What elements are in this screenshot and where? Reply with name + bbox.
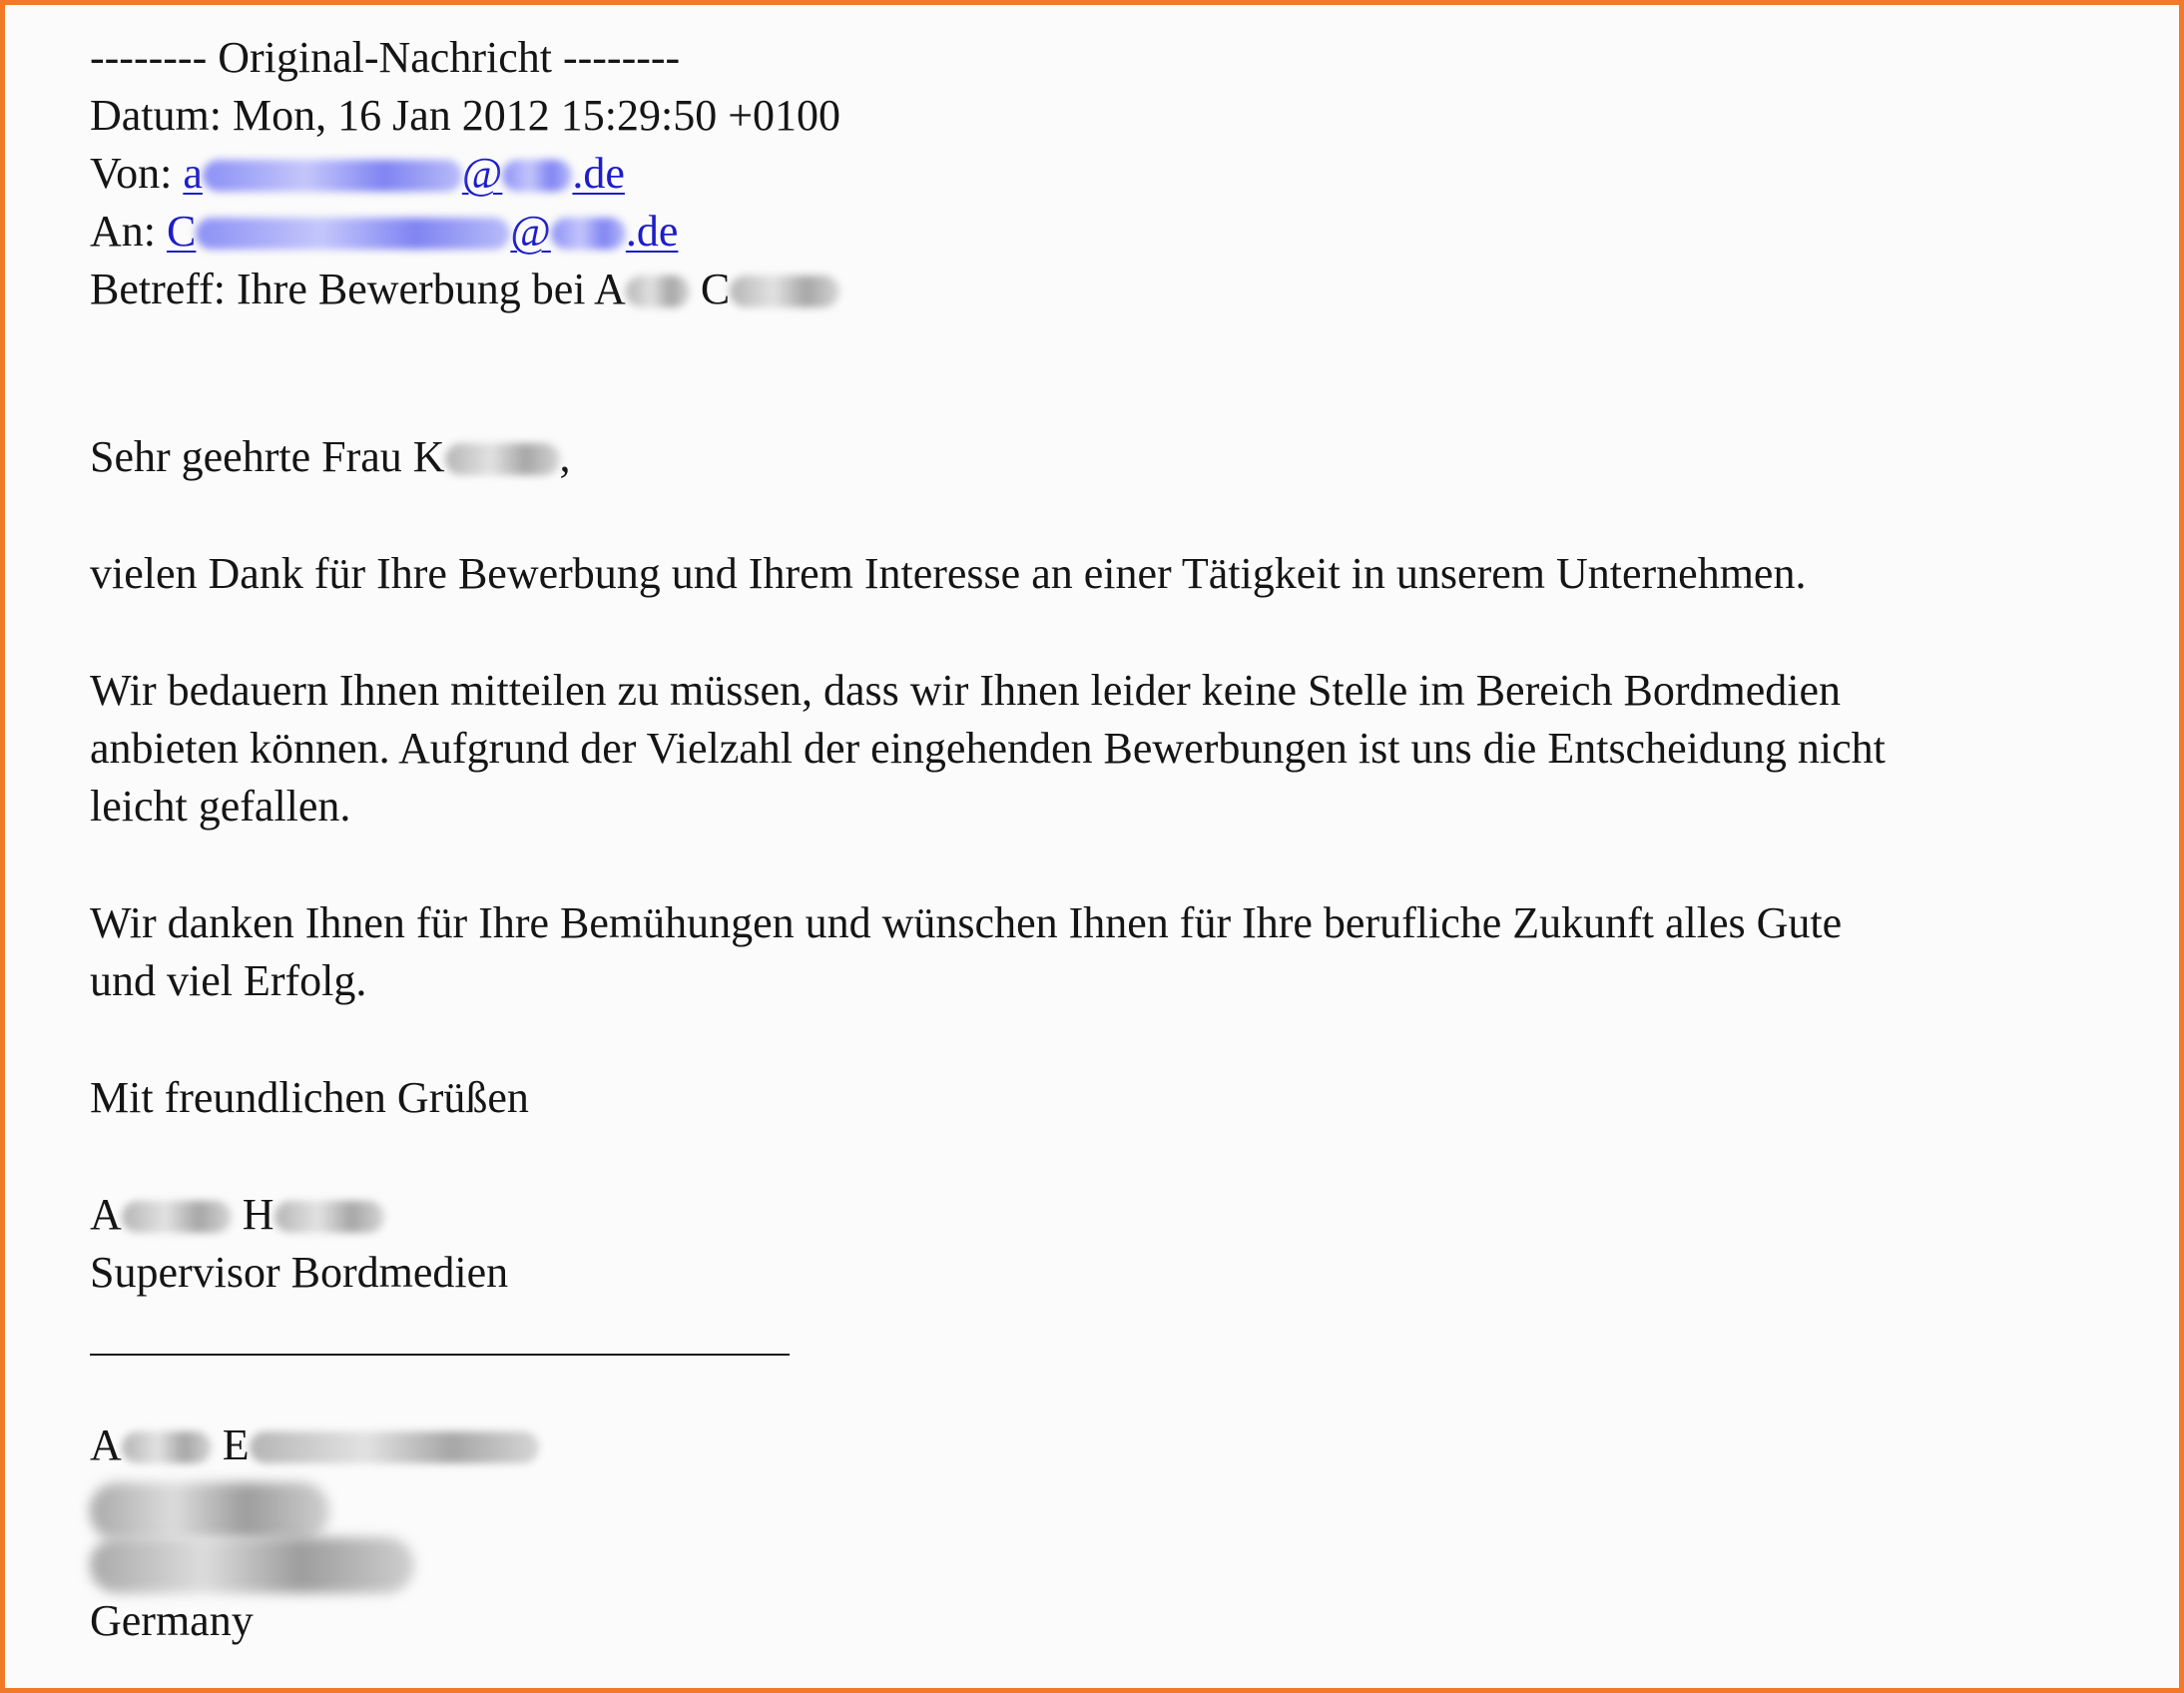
address-street-redaction — [90, 1482, 329, 1540]
country-text: Germany — [90, 1596, 254, 1645]
country — [90, 1592, 254, 1650]
date-value: Mon, 16 Jan 2012 15:29:50 +0100 — [232, 91, 841, 140]
paragraph-thanks — [90, 545, 1806, 603]
company-redaction-1 — [122, 1431, 212, 1463]
company-name — [90, 1416, 539, 1474]
paragraph-regret-line-1-text: Wir bedauern Ihnen mitteilen zu müssen, dass wir Ihnen leider keine Stelle im Bereich Bordmedien — [90, 666, 1842, 715]
company-initial: A — [90, 1420, 122, 1469]
closing-text: Mit freundlichen Grüßen — [90, 1073, 529, 1122]
to-email-start: C — [167, 207, 197, 256]
salutation-comma: , — [559, 432, 571, 481]
separator-text: -------- Original-Nachricht -------- — [90, 33, 681, 82]
subject-redaction-2 — [730, 276, 839, 307]
closing — [90, 1069, 529, 1127]
paragraph-regret-line-1 — [90, 662, 1841, 720]
signature-title-text: Supervisor Bordmedien — [90, 1248, 509, 1297]
from-label: Von: — [90, 149, 173, 198]
from-email-link[interactable] — [183, 149, 625, 198]
paragraph-regret-line-2 — [90, 720, 1886, 778]
from-domain-redaction — [502, 160, 572, 192]
to-line — [90, 203, 678, 261]
signature-first-redaction — [122, 1201, 232, 1233]
paragraph-regret-line-2-text: anbieten können. Aufgrund der Vielzahl der eingehenden Bewerbungen ist uns die Entscheidung nicht — [90, 724, 1886, 773]
salutation — [90, 428, 571, 486]
paragraph-wishes-line-1-text: Wir danken Ihnen für Ihre Bemühungen und wünschen Ihnen für Ihre berufliche Zukunft alles Gute — [90, 898, 1843, 947]
to-email-link[interactable] — [167, 207, 678, 256]
from-email-redaction — [203, 160, 462, 192]
date-line — [90, 87, 840, 145]
address-city-redaction — [90, 1537, 414, 1593]
to-email-at: @ — [510, 207, 551, 256]
salutation-redaction — [445, 443, 560, 475]
from-email-end: .de — [572, 149, 625, 198]
signature-divider — [90, 1354, 790, 1356]
signature-last-redaction — [274, 1201, 384, 1233]
to-domain-redaction — [551, 218, 626, 250]
subject-label: Betreff: — [90, 265, 227, 313]
company-redaction-2 — [250, 1431, 539, 1463]
paragraph-wishes-line-1 — [90, 894, 1842, 952]
subject-redaction-1 — [626, 276, 690, 307]
paragraph-thanks-text: vielen Dank für Ihre Bewerbung und Ihrem Interesse an einer Tätigkeit in unserem Unternehmen. — [90, 549, 1807, 598]
to-email-redaction — [196, 218, 510, 250]
original-message-separator — [90, 29, 680, 87]
subject-line — [90, 261, 839, 318]
paragraph-wishes-line-2-text: und viel Erfolg. — [90, 956, 367, 1005]
to-label: An: — [90, 207, 156, 256]
signature-name — [90, 1186, 384, 1244]
paragraph-regret-line-3-text: leicht gefallen. — [90, 782, 351, 831]
to-email-end: .de — [625, 207, 679, 256]
subject-value: Ihre Bewerbung bei A — [237, 265, 626, 313]
company-second-initial: E — [222, 1420, 250, 1469]
paragraph-wishes-line-2 — [90, 952, 366, 1010]
signature-last-initial: H — [242, 1190, 274, 1239]
from-email-at: @ — [461, 149, 503, 198]
salutation-text: Sehr geehrte Frau K — [90, 432, 445, 481]
date-label: Datum: — [90, 91, 222, 140]
paragraph-regret-line-3 — [90, 778, 350, 836]
from-line — [90, 145, 625, 203]
signature-first-initial: A — [90, 1190, 122, 1239]
from-email-start: a — [183, 149, 203, 198]
signature-title — [90, 1244, 508, 1302]
subject-tail: C — [700, 265, 731, 313]
